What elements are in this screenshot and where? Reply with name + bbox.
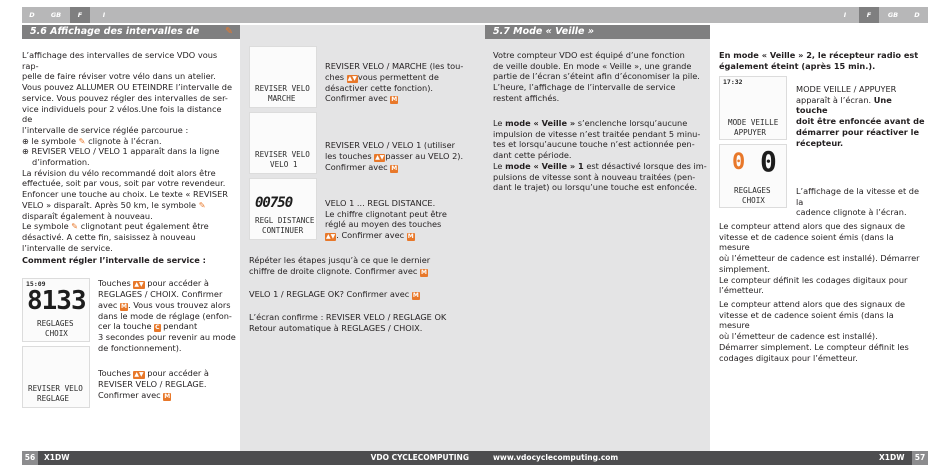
- bullet-item: ⊕ le symbole ✎ clignote à l’écran.: [22, 135, 162, 146]
- service-intro: [22, 50, 234, 253]
- mode-key-icon: M: [407, 233, 414, 241]
- lcd-line1: MODE VEILLE: [728, 118, 779, 127]
- lang-tab-f: F: [70, 7, 90, 23]
- intro-line: L’affichage des intervalles de service VDO vous rap-: [22, 50, 218, 71]
- lcd-digit-right: 0: [760, 145, 776, 178]
- lcd-line1: REGL DISTANCE: [255, 216, 315, 225]
- lcd-display-blink: [719, 144, 787, 208]
- clear-key-icon: C: [155, 324, 160, 332]
- subheading: Comment régler l’intervalle de service :: [22, 255, 206, 265]
- body-line: VELO » disparaît. Après 50 km, le symbole ✎: [22, 199, 206, 210]
- footer-model: X1DW: [879, 453, 905, 462]
- footer-brand: VDO CYCLECOMPUTING: [370, 453, 469, 462]
- lcd-display-reviser-reglage: [22, 346, 90, 408]
- footer-url: www.vdocyclecomputing.com: [493, 453, 619, 462]
- bullet-item-cont: d’information.: [32, 157, 90, 168]
- lcd-display-reviser-velo1: [249, 112, 317, 174]
- language-bar: [22, 7, 475, 23]
- velo-ok-paragraph: VELO 1 / REGLAGE OK? Confirmer avec M: [249, 289, 419, 299]
- lcd-line2: CHOIX: [45, 329, 68, 338]
- lcd-line1: REGLAGES: [734, 186, 771, 195]
- footer-right: [475, 451, 928, 465]
- lcd-line2: VELO 1: [270, 160, 298, 169]
- repeat-paragraph: Répéter les étapes jusqu’à ce que le dernier chiffre de droite clignote. Confirmer avec M: [249, 255, 431, 276]
- veille-mode1: Le mode « Veille » s’enclenche lorsqu’aucune impulsion de vitesse n’est traitée pendant 5 minu- tes et lorsqu’aucune touche n’est actionnée pen- dant cette période. Le mode « Veille » 1 est désactivé lorsque des im- pulsions de vitesse sont à nouveau traitées (pen- dant le trajet) ou lorsqu’une touche est enfoncée.: [493, 118, 707, 193]
- lcd-line2: REGLAGE: [37, 394, 70, 403]
- lcd-distance-digits: 00750: [255, 195, 293, 211]
- arrow-keys-icon: ▲▼: [134, 371, 144, 378]
- lcd-clock: 17:32: [723, 78, 743, 86]
- lcd-clock: 15:09: [26, 280, 46, 288]
- body-line: Le symbole ✎ clignotant peut également être: [22, 221, 209, 232]
- body-line: l’intervalle de service.: [22, 242, 113, 253]
- body-line: Enfoncer une touche au choix. Le texte « REVISER: [22, 189, 228, 200]
- lcd-line2: CONTINUER: [262, 226, 304, 235]
- mode-key-icon: M: [164, 392, 171, 400]
- lang-tab-f: F: [859, 7, 879, 23]
- mode-key-icon: M: [121, 302, 127, 310]
- step2-text: Touches ▲▼ pour accéder à REVISER VELO / REGLAGE. Confirmer avec M: [98, 368, 209, 400]
- lcd-line2: APPUYER: [734, 128, 767, 137]
- lang-tab-gb: GB: [887, 11, 899, 19]
- lcd-line2: CHOIX: [742, 196, 765, 205]
- page-number: 57: [912, 451, 928, 465]
- right-page: [475, 0, 950, 476]
- lcd-speed: 8133: [27, 286, 86, 316]
- intro-line: Vous pouvez ALLUMER OU ETEINDRE l’intervalle de: [22, 82, 232, 93]
- language-bar: [475, 7, 928, 23]
- mode-key-icon: M: [391, 96, 398, 104]
- page-number: 56: [22, 451, 38, 465]
- arrow-keys-icon: ▲▼: [347, 74, 357, 82]
- body-line: effectuée, soit par vous, soit par votre revendeur.: [22, 178, 226, 189]
- bullet-item: ⊕ REVISER VELO / VELO 1 apparaît dans la ligne: [22, 146, 220, 157]
- mode-key-icon: M: [420, 268, 427, 276]
- arrow-keys-icon: ▲▼: [375, 153, 385, 161]
- intro-line: pelle de faire réviser votre vélo dans un atelier.: [22, 71, 216, 82]
- lcd-display-mode-veille: [719, 76, 787, 140]
- arrow-keys-icon: ▲▼: [326, 233, 336, 241]
- wrench-icon: ✎: [71, 221, 79, 232]
- lcd-line2: MARCHE: [268, 94, 296, 103]
- footer-model: X1DW: [44, 453, 70, 462]
- arrow-keys-icon: ▲▼: [134, 281, 144, 288]
- lcd-line1: REVISER VELO: [255, 84, 310, 93]
- lcd-line1: REVISER VELO: [28, 384, 83, 393]
- lang-tab-i: I: [843, 11, 847, 19]
- step3-text: REVISER VELO / MARCHE (les tou- ches ▲▼vous permettent de désactiver cette fonction). Confirmer avec M: [325, 61, 464, 104]
- wrench-icon: ✎: [198, 199, 206, 210]
- veille-intro: Votre compteur VDO est équipé d’une fonction de veille double. En mode « Veille », une grande partie de l’écran s’éteint afin d’économiser la pile. L’heure, l’affichage de l’intervalle de service restent affichés.: [493, 50, 700, 103]
- signal-paragraph-1: Le compteur attend alors que des signaux de vitesse et de cadence soient émis (dans la mesure où l’émetteur de cadence est installé). Démarrer simplement. Le compteur définit les codages digitaux pour l’émetteur.: [719, 221, 920, 296]
- section-title-veille: 5.7 Mode « Veille »: [485, 25, 710, 39]
- footer-left: [22, 451, 475, 465]
- body-line: disparaît également à nouveau.: [22, 210, 153, 221]
- lcd-line1: REGLAGES: [37, 319, 74, 328]
- lcd-display-reviser-marche: [249, 46, 317, 108]
- lcd-display-reglages: [22, 278, 90, 342]
- mode-key-icon: M: [391, 164, 398, 172]
- step4-text: REVISER VELO / VELO 1 (utiliser les touches ▲▼passer au VELO 2). Confirmer avec M: [325, 140, 464, 172]
- lang-tab-d: D: [29, 11, 35, 19]
- body-line: La révision du vélo recommandé doit alors être: [22, 167, 216, 178]
- blink-text: L’affichage de la vitesse et de la cadence clignote à l’écran.: [796, 186, 919, 218]
- lcd-display-regl-distance: [249, 178, 317, 240]
- wrench-icon: ✎: [225, 26, 233, 37]
- body-line: désactivé. A cette fin, saisissez à nouveau: [22, 231, 196, 242]
- veille-mode2-text: MODE VEILLE / APPUYER apparaît à l’écran. Une touche doit être enfoncée avant de démarrer pour réactiver le récepteur.: [796, 84, 925, 148]
- lcd-digit-left: 0: [732, 150, 745, 175]
- lang-tab-d: D: [914, 11, 920, 19]
- section-title-service: [22, 25, 240, 51]
- veille-mode2-heading: En mode « Veille » 2, le récepteur radio est également éteint (après 15 min.).: [719, 50, 919, 71]
- step5-text: VELO 1 ... REGL DISTANCE. Le chiffre clignotant peut être réglé au moyen des touches ▲▼. Confirmer avec M: [325, 198, 447, 241]
- mode-key-icon: M: [412, 292, 419, 299]
- intro-line: l’intervalle de service réglée parcourue :: [22, 124, 189, 135]
- lang-tab-i: I: [102, 11, 106, 19]
- intro-line: vice individuels pour 2 vélos.Une fois la distance de: [22, 103, 222, 125]
- intro-line: service. Vous pouvez régler des intervalles de ser-: [22, 92, 228, 103]
- lang-tab-gb: GB: [50, 11, 62, 19]
- wrench-icon: ✎: [78, 135, 86, 146]
- section-title-text: 5.6 Affichage des intervalles de service: [30, 26, 200, 51]
- confirm-paragraph: L’écran confirme : REVISER VELO / REGLAGE OK Retour automatique à REGLAGES / CHOIX.: [249, 312, 447, 333]
- bullet-icon: ⊕: [22, 135, 32, 146]
- bullet-icon: ⊕: [22, 146, 32, 157]
- signal-paragraph-2: Le compteur attend alors que des signaux de vitesse et de cadence soient émis (dans la mesure où l’émetteur de cadence est installé). Démarrer simplement. Le compteur définit les codages digitaux pour l’émetteur.: [719, 299, 909, 363]
- step1-text: Touches ▲▼ pour accéder à REGLAGES / CHOIX. Confirmer avec M. Vous vous trouvez alors dans le mode de réglage (enfon- cer la touche C pendant 3 secondes pour revenir au mode de fonctionnement).: [98, 278, 236, 354]
- lcd-line1: REVISER VELO: [255, 150, 310, 159]
